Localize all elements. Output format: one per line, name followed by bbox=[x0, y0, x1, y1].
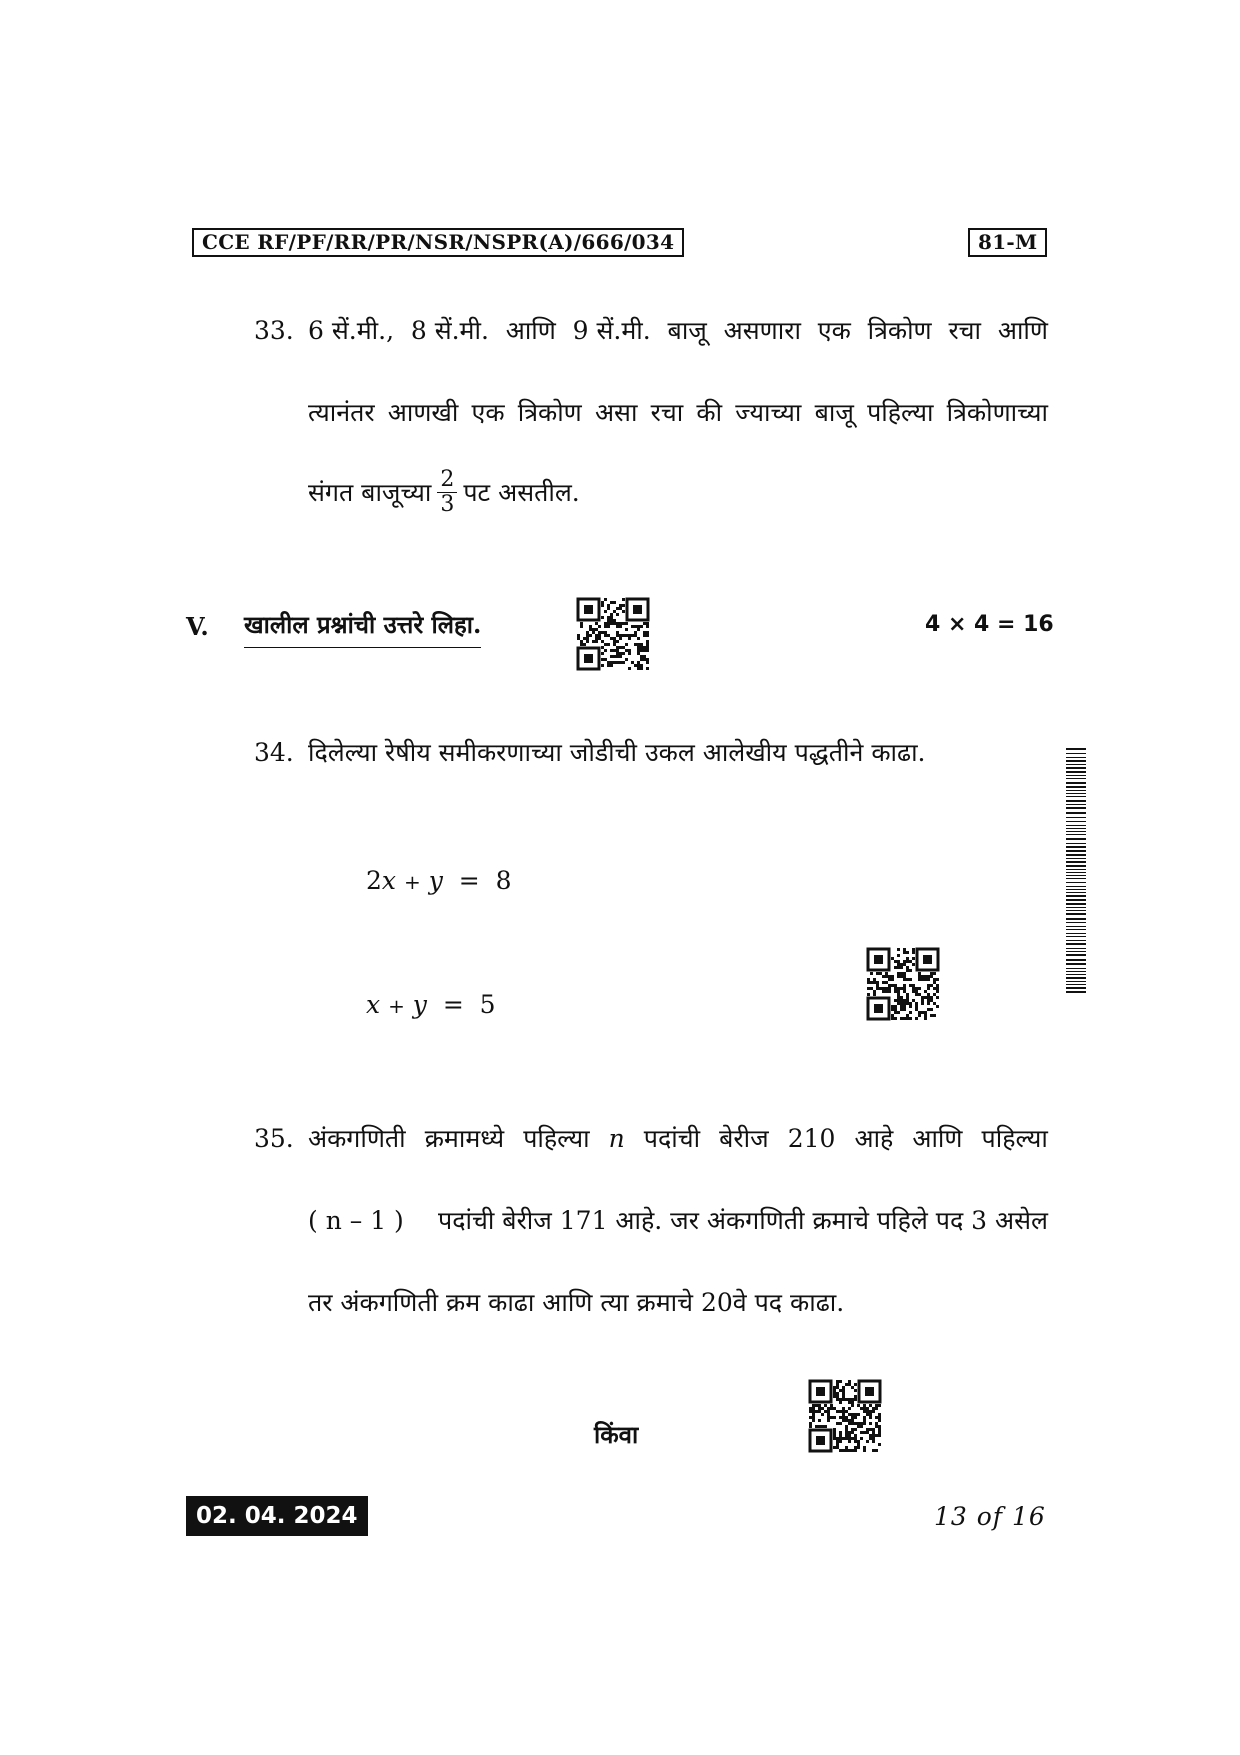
q34-number: 34. bbox=[254, 738, 294, 767]
equation-2 bbox=[366, 990, 496, 1019]
eq1-rhs: 8 bbox=[495, 866, 512, 895]
section-number: V. bbox=[186, 612, 209, 641]
q35-word: आणि bbox=[912, 1124, 963, 1153]
q35-number: 35. bbox=[254, 1124, 294, 1153]
eq2-plus: + bbox=[388, 994, 405, 1018]
paper-code: 81-M bbox=[968, 228, 1047, 257]
fraction-two-thirds bbox=[437, 468, 457, 517]
q33-line3-after: पट असतील. bbox=[463, 477, 580, 507]
q35-variable-n: n bbox=[608, 1124, 625, 1153]
q35-word: पदांची bbox=[643, 1124, 701, 1153]
exam-date: 02. 04. 2024 bbox=[186, 1496, 368, 1536]
fraction-numerator: 2 bbox=[437, 468, 457, 493]
q35-word: क्रमामध्ये bbox=[424, 1124, 505, 1153]
q35-word: पहिल्या bbox=[981, 1124, 1048, 1153]
section-marks: 4 × 4 = 16 bbox=[925, 612, 1054, 637]
qr-code-icon bbox=[576, 596, 650, 672]
q33-line3 bbox=[308, 468, 580, 517]
q35-line2-text: पदांची बेरीज 171 आहे. जर अंकगणिती क्रमाचे पहिले पद 3 असेल bbox=[438, 1206, 1048, 1235]
q33-word: रचा bbox=[948, 316, 982, 345]
q35-line3: तर अंकगणिती क्रम काढा आणि त्या क्रमाचे 20वे पद काढा. bbox=[308, 1288, 845, 1317]
section-title: खालील प्रश्नांची उत्तरे लिहा. bbox=[244, 608, 481, 648]
eq1-y: y bbox=[428, 866, 443, 895]
q33-line1 bbox=[308, 316, 1048, 346]
q35-word: आहे bbox=[854, 1124, 894, 1153]
q33-word: 9 सें.मी. bbox=[572, 316, 651, 345]
q33-word: एक bbox=[817, 316, 851, 345]
q33-word: 6 सें.मी., bbox=[308, 316, 395, 345]
q33-word: बाजू bbox=[667, 316, 707, 345]
q33-word: 8 सें.मी. bbox=[410, 316, 489, 345]
q33-line2: त्यानंतर आणखी एक त्रिकोण असा रचा की ज्याच्या बाजू पहिल्या त्रिकोणाच्या bbox=[308, 398, 1048, 427]
page-number: 13 of 16 bbox=[934, 1502, 1046, 1531]
eq2-x: x bbox=[366, 990, 381, 1019]
q35-line2 bbox=[308, 1206, 1048, 1236]
q35-word: 210 bbox=[787, 1124, 836, 1153]
eq1-x: x bbox=[381, 866, 397, 895]
exam-code: CCE RF/PF/RR/PR/NSR/NSPR(A)/666/034 bbox=[192, 228, 684, 257]
q34-text: दिलेल्या रेषीय समीकरणाच्या जोडीची उकल आलेखीय पद्धतीने काढा. bbox=[308, 738, 926, 767]
eq2-rhs: 5 bbox=[479, 990, 496, 1019]
q33-line3-before: संगत बाजूच्या bbox=[308, 477, 432, 507]
q35-paren-term: ( n – 1 ) bbox=[308, 1206, 404, 1235]
barcode-icon bbox=[1066, 748, 1086, 996]
qr-code-icon bbox=[808, 1378, 882, 1454]
or-label: किंवा bbox=[594, 1420, 639, 1449]
q33-word: त्रिकोण bbox=[867, 316, 932, 345]
eq2-equals: = bbox=[442, 990, 464, 1019]
q35-word: पहिल्या bbox=[523, 1124, 590, 1153]
qr-code-icon bbox=[866, 946, 940, 1022]
q33-word: आणि bbox=[997, 316, 1048, 345]
q33-word: असणारा bbox=[723, 316, 801, 345]
eq1-coefficient: 2 bbox=[366, 866, 382, 895]
q35-word: बेरीज bbox=[719, 1124, 769, 1153]
eq1-plus: + bbox=[403, 870, 421, 894]
q35-word: अंकगणिती bbox=[308, 1124, 406, 1153]
q35-line1 bbox=[308, 1124, 1048, 1154]
fraction-denominator: 3 bbox=[440, 492, 455, 517]
eq1-equals: = bbox=[458, 866, 480, 895]
q33-number: 33. bbox=[254, 316, 294, 345]
eq2-y: y bbox=[412, 990, 427, 1019]
q33-word: आणि bbox=[505, 316, 556, 345]
equation-1 bbox=[366, 866, 511, 895]
